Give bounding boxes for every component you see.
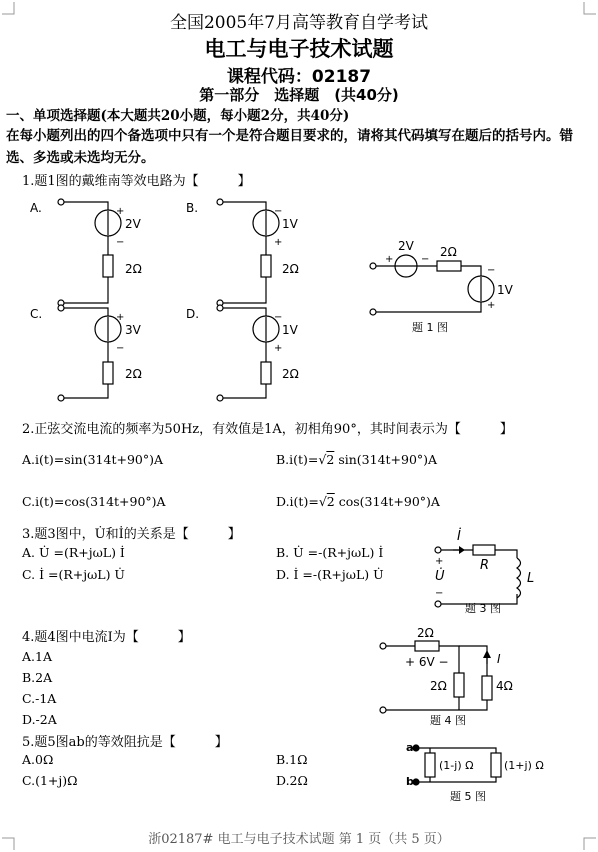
svg-text:+: +	[487, 300, 496, 311]
fig1-source-right-label: 1V	[497, 283, 513, 297]
question-1: 1.题1图的戴维南等效电路为【 】	[22, 174, 251, 189]
section-title: 一、单项选择题(本大题共20小题，每小题2分，共40分)	[6, 108, 350, 124]
fig5-z2-label: (1+j) Ω	[504, 759, 544, 772]
q1-a-source-label: 2V	[125, 217, 141, 231]
fig4-source-label: + 6V −	[405, 655, 449, 669]
sqrt-symbol: √2	[318, 452, 335, 467]
svg-text:+: +	[116, 206, 125, 217]
fig3-voltage-label: U̇	[435, 569, 445, 584]
fig3-current-label: İ	[457, 529, 461, 544]
q3-option-a: A. U̇ =(R+jωL) İ	[22, 545, 125, 560]
subject-title: 电工与电子技术试题	[204, 37, 394, 61]
q4-option-a: A.1A	[22, 649, 52, 664]
sqrt-value: 2	[326, 452, 335, 467]
q2-option-b-prefix: B.i(t)=	[276, 452, 319, 467]
part-title: 第一部分 选择题 (共40分)	[199, 86, 399, 104]
question-2: 2.正弦交流电流的频率为50Hz，有效值是1A，初相角90°，其时间表示为【 】	[22, 422, 513, 437]
svg-text:−: −	[274, 206, 283, 217]
q2-option-c: C.i(t)=cos(314t+90°)A	[22, 494, 166, 509]
section-instructions: 在每小题列出的四个备选项中只有一个是符合题目要求的，请将其代码填写在题后的括号内。错选、多选或未选均无分。	[6, 128, 573, 166]
fig4-caption: 题 4 图	[430, 714, 466, 727]
fig5-z1-label: (1-j) Ω	[439, 759, 474, 772]
q2-option-d-suffix: cos(314t+90°)A	[338, 494, 440, 509]
exam-title: 全国2005年7月高等教育自学考试	[169, 13, 429, 33]
svg-text:−: −	[274, 312, 283, 323]
fig5-node-a: a	[406, 741, 414, 754]
q4-option-c: C.-1A	[22, 691, 57, 706]
q2-option-b	[276, 452, 437, 467]
course-code: 课程代码：02187	[226, 67, 372, 87]
q1-b-source-label: 1V	[282, 217, 298, 231]
page-footer: 浙02187# 电工与电子技术试题 第 1 页（共 5 页）	[148, 832, 450, 847]
q4-option-d: D.-2A	[22, 712, 57, 727]
fig5-node-b: b	[406, 775, 414, 788]
fig1-caption: 题 1 图	[412, 321, 448, 334]
q4-figure	[375, 628, 525, 730]
svg-text:+: +	[116, 312, 125, 323]
q3-figure	[425, 522, 555, 617]
q5-option-c: C.(1+j)Ω	[22, 773, 78, 788]
question-4: 4.题4图中电流I为【 】	[22, 630, 191, 645]
fig1-resistor-label: 2Ω	[440, 245, 457, 259]
fig4-resistor-top-label: 2Ω	[417, 628, 434, 640]
q3-option-c: C. İ =(R+jωL) U̇	[22, 567, 125, 582]
fig1-source-left-label: 2V	[398, 239, 414, 253]
q3-option-b: B. U̇ =-(R+jωL) İ	[276, 545, 384, 560]
q1-a-resistor-label: 2Ω	[125, 262, 142, 276]
q1-option-a-letter: A.	[30, 201, 42, 215]
q2-option-b-suffix: sin(314t+90°)A	[338, 452, 438, 467]
q1-figure	[0, 190, 598, 405]
question-3: 3.题3图中，U̇和İ的关系是【 】	[22, 527, 241, 542]
fig5-caption: 题 5 图	[450, 790, 486, 803]
q5-option-a: A.0Ω	[22, 752, 54, 767]
fig4-resistor-mid-label: 2Ω	[430, 679, 447, 693]
q2-option-d-prefix: D.i(t)=	[276, 494, 319, 509]
q2-option-d	[276, 494, 440, 509]
fig4-resistor-right-label: 4Ω	[496, 679, 513, 693]
fig3-caption: 题 3 图	[465, 602, 501, 615]
q1-b-resistor-label: 2Ω	[282, 262, 299, 276]
q1-option-b-letter: B.	[186, 201, 199, 215]
q5-option-d: D.2Ω	[276, 773, 308, 788]
q1-d-resistor-label: 2Ω	[282, 367, 299, 381]
q2-option-a: A.i(t)=sin(314t+90°)A	[22, 452, 164, 467]
fig3-resistor-label: R	[480, 558, 490, 573]
q5-figure	[402, 735, 557, 805]
svg-text:−: −	[116, 343, 125, 354]
svg-text:+: +	[435, 556, 444, 567]
svg-text:−: −	[487, 265, 496, 276]
svg-text:−: −	[421, 254, 430, 265]
fig4-current-label: I	[497, 652, 501, 666]
svg-text:−: −	[435, 588, 444, 599]
q1-c-resistor-label: 2Ω	[125, 367, 142, 381]
svg-text:+: +	[274, 237, 283, 248]
svg-text:+: +	[274, 343, 283, 354]
sqrt-value: 2	[326, 494, 335, 509]
q1-c-source-label: 3V	[125, 323, 141, 337]
q5-option-b: B.1Ω	[276, 752, 308, 767]
q3-option-d: D. İ =-(R+jωL) U̇	[276, 567, 384, 582]
q4-option-b: B.2A	[22, 670, 53, 685]
svg-text:−: −	[116, 237, 125, 248]
fig3-inductor-label: L	[527, 571, 535, 586]
q1-d-source-label: 1V	[282, 323, 298, 337]
q1-option-d-letter: D.	[186, 307, 200, 321]
svg-text:+: +	[385, 254, 394, 265]
q1-option-c-letter: C.	[30, 307, 43, 321]
sqrt-symbol: √2	[318, 494, 335, 509]
question-5: 5.题5图ab的等效阻抗是【 】	[22, 735, 228, 750]
